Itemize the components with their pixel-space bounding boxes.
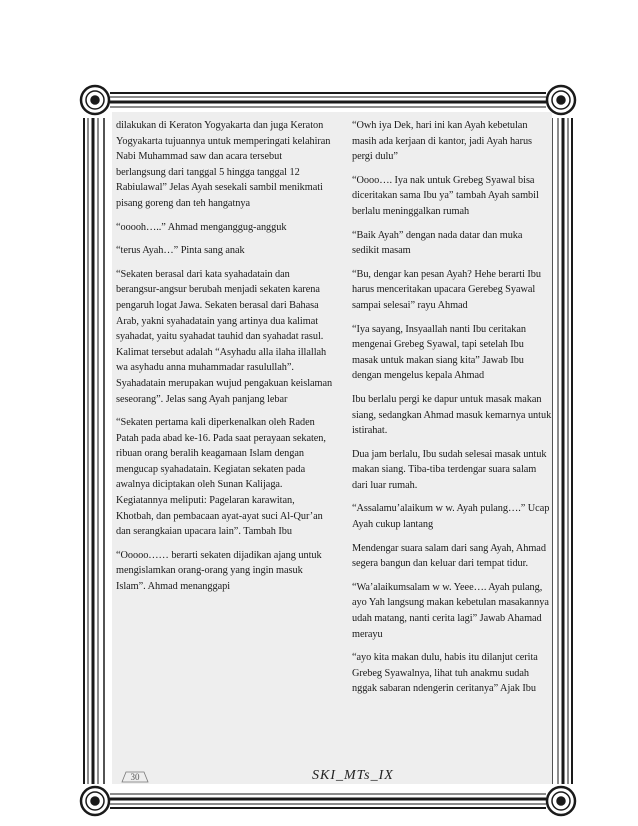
paragraph: “Baik Ayah” dengan nada datar dan muka sedikit masam	[352, 229, 523, 257]
paragraph: “Assalamu’alaikum w w. Ayah pulang….” Ucap Ayah cukup lantang	[352, 503, 550, 531]
paragraph: “ayo kita makan dulu, habis itu dilanjut cerita Grebeg Syawalnya, lihat tuh anakmu sudah nggak sabaran ndengerin ceritanya” Ajak Ibu	[352, 652, 538, 695]
paragraph: “ooooh…..” Ahmad menganggug-angguk	[116, 221, 287, 233]
paragraph: Dua jam berlalu, Ibu sudah selesai masak untuk makan siang. Tiba-tiba terdengar suara salam dari luar rumah.	[352, 448, 547, 491]
paragraph: “Oooo…. Iya nak untuk Grebeg Syawal bisa diceritakan sama Ibu ya” tambah Ayah sambil berlalu meninggalkan rumah	[352, 174, 539, 217]
left-text-column	[116, 118, 334, 603]
paragraph: “Bu, dengar kan pesan Ayah? Hehe berarti Ibu harus menceritakan upacara Gerebeg Syawal sampai selesai” rayu Ahmad	[352, 268, 541, 311]
paragraph: Mendengar suara salam dari sang Ayah, Ahmad segera bangun dan keluar dari tempat tidur.	[352, 542, 546, 570]
paragraph: dilakukan di Keraton Yogyakarta dan juga Keraton Yogyakarta tujuannya untuk memperingati kelahiran Nabi Muhammad saw dan acara tersebut berlangsung dari tanggal 5 hingga tanggal 12 Rabiulawal” Jelas Ayah sesekali sambil menikmati pisang goreng dan teh hangatnya	[116, 120, 331, 209]
paragraph: “Sekaten pertama kali diperkenalkan oleh Raden Patah pada abad ke-16. Pada saat perayaan sekaten, ribuan orang beralih keagamaan Islam dengan mengucap syahadatain. Kegiatan sekaten pada awalnya diciptakan oleh Sunan Kalijaga. Kegiatannya meliputi: Pagelaran karawitan, Khotbah, dan pembacaan ayat-ayat suci Al-Qur’an dan serangkaian upacara lain”. Tambah Ibu	[116, 417, 326, 538]
paragraph: “Iya sayang, Insyaallah nanti Ibu ceritakan mengenai Grebeg Syawal, tapi setelah Ibu masak untuk makan siang kita” Jawab Ibu dengan mengelus kepala Ahmad	[352, 323, 526, 382]
paragraph: “Ooooo…… berarti sekaten dijadikan ajang untuk mengislamkan orang-orang yang ingin masuk Islam”. Ahmad menanggapi	[116, 549, 322, 593]
page-number: 30	[130, 772, 140, 782]
paragraph: “Sekaten berasal dari kata syahadatain dan berangsur-angsur berubah menjadi sekaten karena pengaruh logat Jawa. Sekaten berasal dari Bahasa Arab, yakni syahadatain yang artinya dua kalimat syahadat, yaitu syahadat tauhid dan syahadat rasul. Kalimat tersebut adalah “Asyhadu alla ilaha illallah wa asyhadu anna muhammadar rasulullah”. Syahadatain merupakan wujud pengakuan keislaman seseorang”. Jelas sang Ayah panjang lebar	[116, 268, 333, 405]
paragraph: “terus Ayah…” Pinta sang anak	[116, 245, 245, 257]
right-text-column	[352, 118, 552, 705]
page-number-badge	[120, 770, 150, 784]
footer-title: SKI_MTs_IX	[312, 768, 394, 783]
paragraph: “Owh iya Dek, hari ini kan Ayah kebetulan masih ada kerjaan di kantor, jadi Ayah harus pergi dulu”	[352, 120, 533, 163]
paragraph: “Wa’alaikumsalam w w. Yeee…. Ayah pulang, ayo Yah langsung makan kebetulan masakannya udah matang, nanti cerita lagi” Jawab Ahamad merayu	[352, 581, 549, 640]
paragraph: Ibu berlalu pergi ke dapur untuk masak makan siang, sedangkan Ahmad masuk kemarnya untuk istirahat.	[352, 393, 552, 437]
